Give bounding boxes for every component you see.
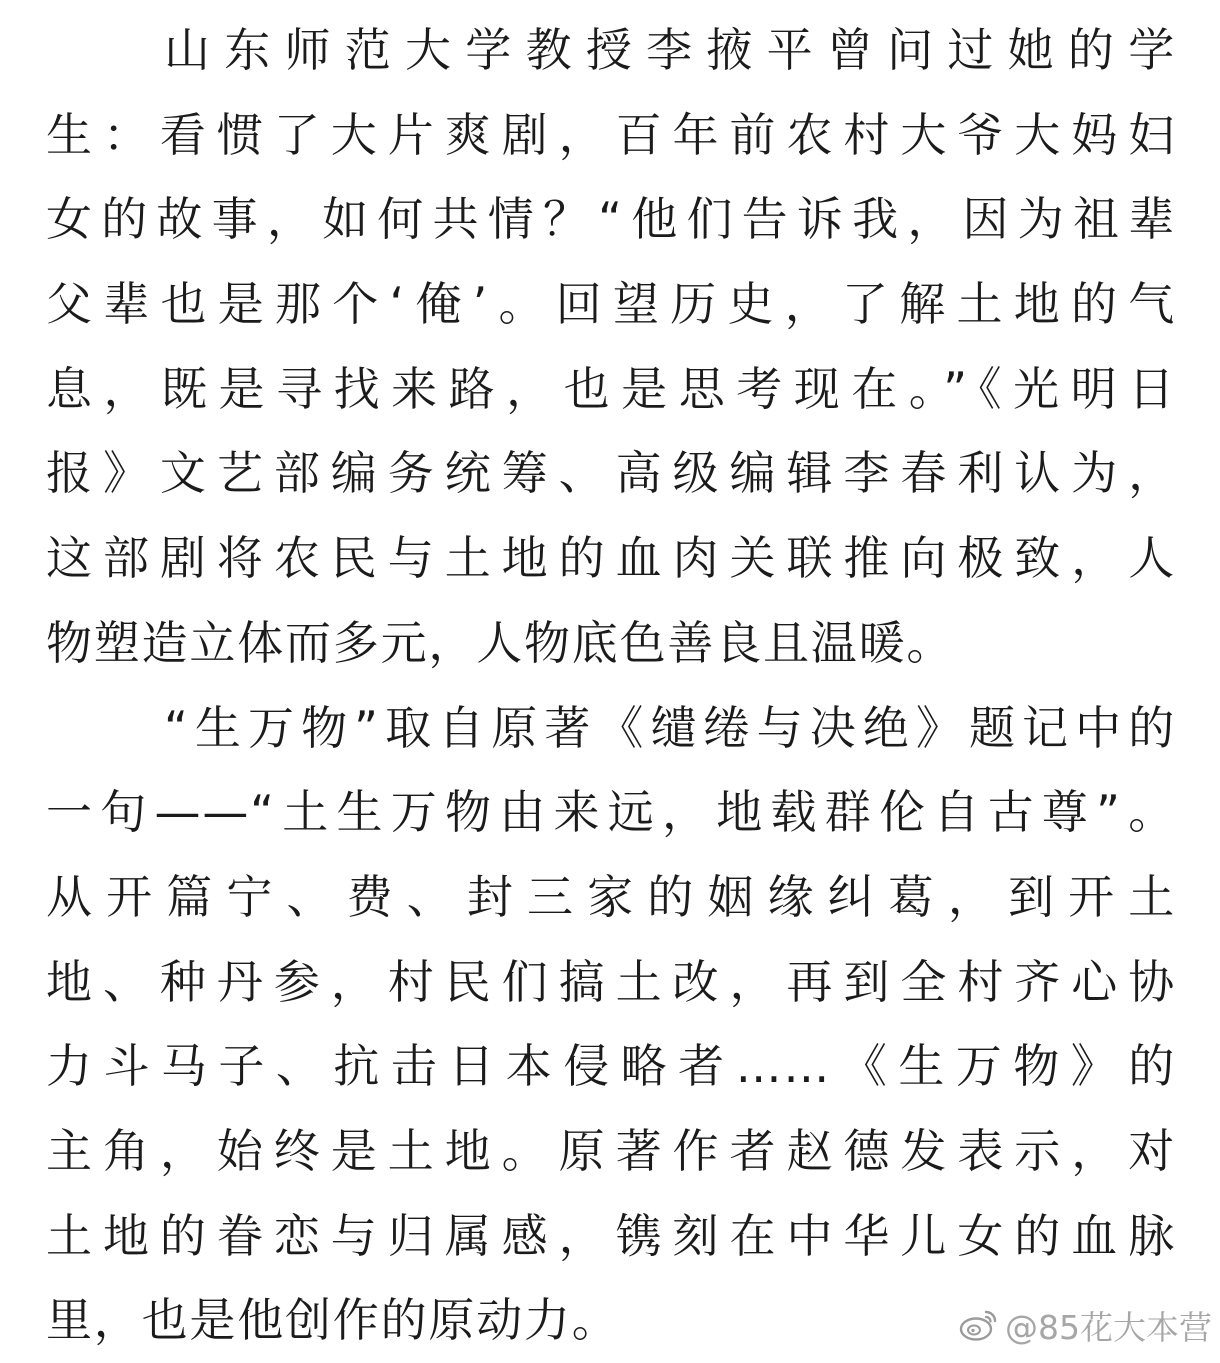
text-line: 山东师范大学教授李掖平曾问过她的学 [164,23,1176,77]
text-line: 地、种丹参，村民们搞土改，再到全村齐心协 [46,954,1176,1009]
text-line: 主角，始终是土地。原著作者赵德发表示，对 [46,1123,1176,1178]
article-body [46,8,1176,1363]
text-line: 物塑造立体而多元，人物底色善良且温暖。 [46,615,955,670]
text-line: 从开篇宁、费、封三家的姻缘纠葛，到开土 [46,869,1176,924]
text-line: 报》文艺部编务统筹、高级编辑李春利认为， [46,446,1176,501]
text-line: 息，既是寻找来路，也是思考现在。”《光明日 [46,361,1176,416]
text-line: “生万物”取自原著《缱绻与决绝》题记中的 [164,700,1176,755]
text-line: 女的故事，如何共情？“他们告诉我，因为祖辈 [46,192,1176,247]
text-line: 生：看惯了大片爽剧，百年前农村大爷大妈妇 [46,107,1176,162]
text-line: 一句——“土生万物由来远，地载群伦自古尊”。 [46,785,1176,840]
weibo-logo-icon [959,1308,999,1342]
text-line: 土地的眷恋与归属感，镌刻在中华儿女的血脉 [46,1208,1176,1263]
text-line: 这部剧将农民与土地的血肉关联推向极致，人 [46,531,1176,586]
text-line: 里，也是他创作的原动力。 [46,1293,620,1348]
text-line: 力斗马子、抗击日本侵略者……《生万物》的 [46,1039,1176,1094]
weibo-watermark [959,1301,1212,1349]
text-line: 父辈也是那个‘俺’。回望历史，了解土地的气 [46,277,1176,332]
watermark-text: @85花大本营 [1005,1307,1212,1347]
